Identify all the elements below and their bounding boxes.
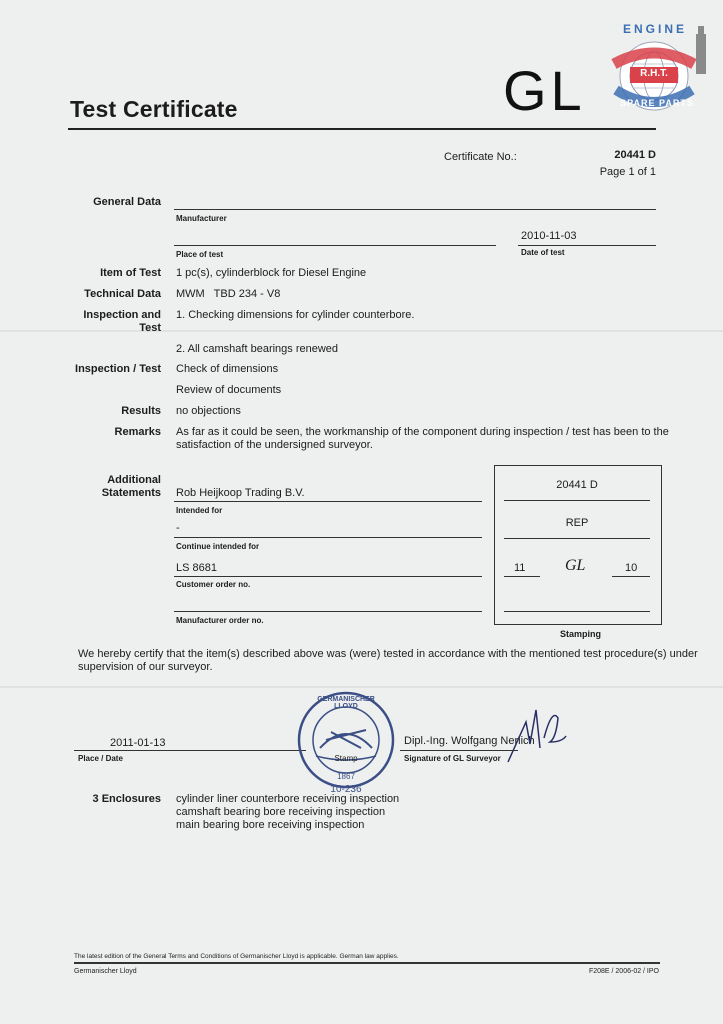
inspection-test-value-1: Check of dimensions <box>176 363 279 375</box>
technical-data-label: Technical Data <box>84 288 161 300</box>
date-of-test-value: 2010-11-03 <box>521 230 577 242</box>
watermark-bottom-text: SPARE PARTS <box>620 98 694 108</box>
inspection-value-1: 1. Checking dimensions for cylinder counterbore. <box>176 309 415 321</box>
certification-line-2: supervision of our surveyor. <box>78 661 213 673</box>
stamping-left: 11 <box>514 562 526 574</box>
remarks-label: Remarks <box>114 426 161 438</box>
certificate-no-value: 20441 D <box>614 149 656 161</box>
stamping-line-1 <box>504 500 650 501</box>
general-data-label: General Data <box>93 196 161 208</box>
manufacturer-order-caption: Manufacturer order no. <box>176 616 264 625</box>
footer-form-code: F208E / 2006-02 / IPO <box>588 968 659 975</box>
stamp-year: 1867 <box>337 772 355 781</box>
additional-label-2: Statements <box>101 487 161 499</box>
footer-rule <box>74 962 660 964</box>
paper-fold <box>0 686 723 688</box>
place-caption: Place of test <box>176 250 224 259</box>
continue-intended-caption: Continue intended for <box>176 542 260 551</box>
page-indicator: Page 1 of 1 <box>599 166 656 178</box>
continue-intended-value: - <box>176 522 180 534</box>
engine-parts-watermark <box>596 12 718 120</box>
remarks-value-1: As far as it could be seen, the workmanship of the component during inspection / test has been to the <box>176 426 669 438</box>
certification-line-1: We hereby certify that the item(s) described above was (were) tested in accordance with the mentioned test procedure(s) under <box>78 648 698 660</box>
place-date-value: 2011-01-13 <box>110 737 166 749</box>
intended-for-caption: Intended for <box>176 506 223 515</box>
item-of-test-label: Item of Test <box>100 267 161 279</box>
footer-company: Germanischer Lloyd <box>74 968 137 975</box>
page-title: Test Certificate <box>70 96 238 122</box>
enclosure-item: camshaft bearing bore receiving inspection <box>176 806 386 818</box>
stamp-number: 10-236 <box>330 784 362 795</box>
date-line <box>518 245 656 246</box>
watermark-top-text: ENGINE <box>622 22 687 36</box>
intended-for-value: Rob Heijkoop Trading B.V. <box>176 487 305 499</box>
inspection-test-value-2: Review of documents <box>176 384 282 396</box>
manufacturer-line <box>174 209 656 210</box>
gl-logo: GL <box>503 59 586 122</box>
gl-stamp <box>296 690 396 795</box>
additional-label-1: Additional <box>107 474 161 486</box>
footer-terms: The latest edition of the General Terms and Conditions of Germanischer Lloyd is applicable. German law applies. <box>74 953 399 960</box>
stamping-gl-mark: GL <box>565 557 586 574</box>
remarks-value-2: satisfaction of the undersigned surveyor. <box>176 439 373 451</box>
stamp-top-text: GERMANISCHER LLOYD <box>317 696 375 710</box>
certificate-no-label: Certificate No.: <box>444 151 517 163</box>
order-line <box>174 576 482 577</box>
place-line <box>174 245 496 246</box>
technical-data-value: MWM TBD 234 - V8 <box>176 288 281 300</box>
stamping-left-line <box>504 576 540 577</box>
signature-caption: Signature of GL Surveyor <box>404 754 501 763</box>
results-label: Results <box>121 405 161 417</box>
customer-order-caption: Customer order no. <box>176 580 251 589</box>
customer-order-value: LS 8681 <box>176 562 217 574</box>
inspection-test-label: Inspection / Test <box>75 363 161 375</box>
stamp-label: Stamp <box>334 754 358 763</box>
stamping-right: 10 <box>625 562 638 574</box>
signature-icon <box>500 698 570 768</box>
enclosure-item: main bearing bore receiving inspection <box>176 819 365 831</box>
header-rule <box>68 128 656 130</box>
date-caption: Date of test <box>521 248 565 257</box>
stamping-caption: Stamping <box>560 629 602 639</box>
place-date-caption: Place / Date <box>78 754 123 763</box>
stamping-right-line <box>612 576 650 577</box>
intended-line <box>174 501 482 502</box>
results-value: no objections <box>176 405 241 417</box>
enclosures-label: 3 Enclosures <box>92 793 161 805</box>
stamping-code: REP <box>565 517 589 529</box>
inspection-label-1: Inspection and <box>83 309 161 321</box>
inspection-value-2: 2. All camshaft bearings renewed <box>176 343 339 355</box>
mfr-order-line <box>174 611 482 612</box>
stamping-line-2 <box>504 538 650 539</box>
place-date-line <box>74 750 306 751</box>
surveyor-name: Dipl.-Ing. Wolfgang Nerlich <box>404 735 535 747</box>
watermark-middle-text: R.H.T. <box>640 68 668 79</box>
enclosure-item: cylinder liner counterbore receiving inspection <box>176 793 400 805</box>
inspection-label-2: Test <box>139 322 161 334</box>
continue-line <box>174 537 482 538</box>
signature-line <box>400 750 518 751</box>
item-of-test-value: 1 pc(s), cylinderblock for Diesel Engine <box>176 267 367 279</box>
stamping-number: 20441 D <box>556 479 598 491</box>
stamping-line-3 <box>504 611 650 612</box>
manufacturer-caption: Manufacturer <box>176 214 227 223</box>
